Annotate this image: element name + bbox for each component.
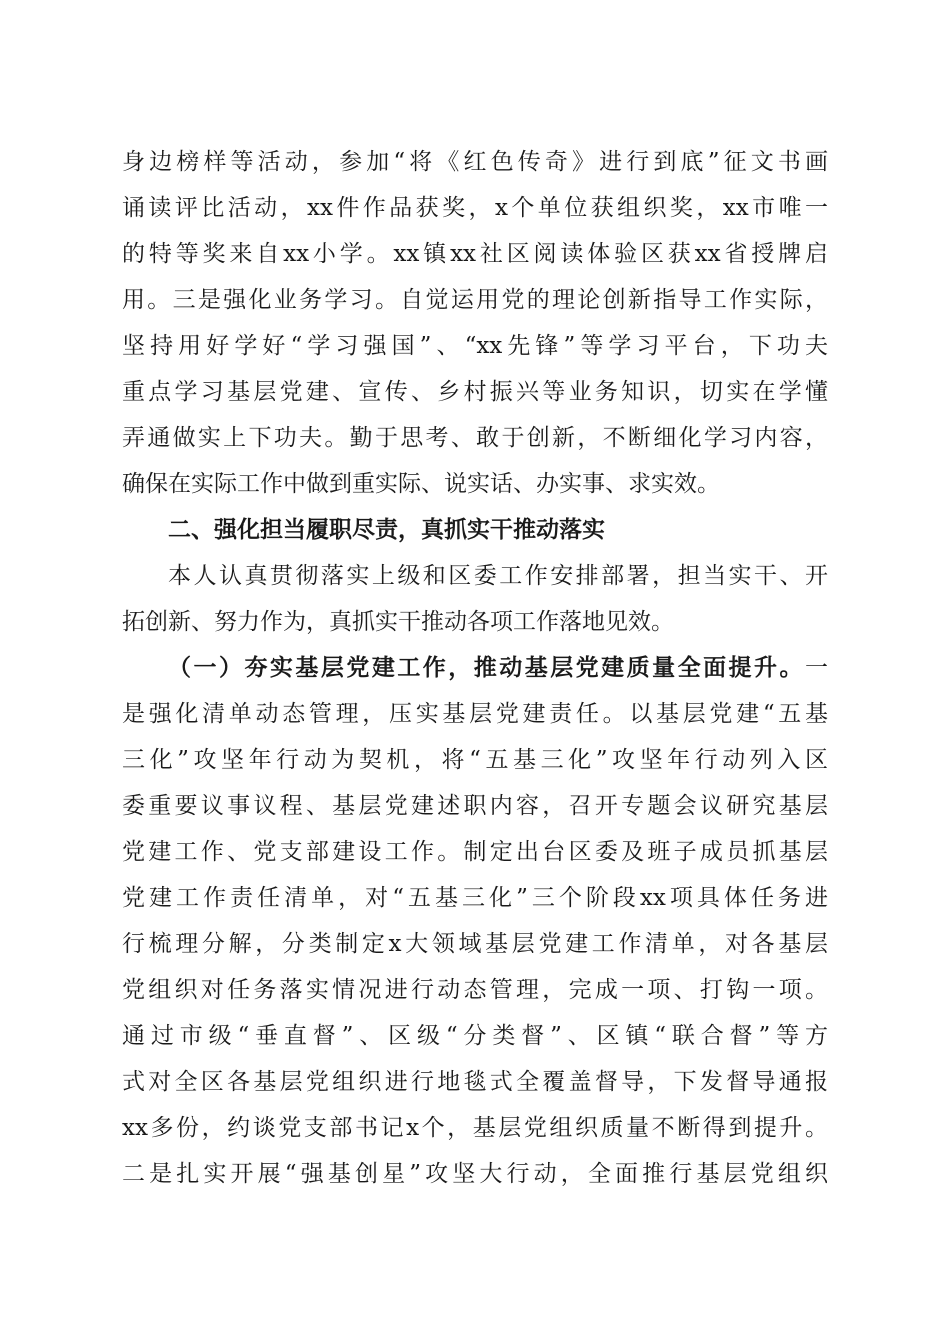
paragraph-line: xx多份，约谈党支部书记x个，基层党组织质量不断得到提升。 [122,1115,828,1141]
subsection-first-line [168,648,828,688]
paragraph-line: 二是扎实开展“强基创星”攻坚大行动，全面推行基层党组织 [122,1161,828,1187]
paragraph-line: 党建工作责任清单，对“五基三化”三个阶段xx项具体任务进 [122,885,828,911]
intro-line: 拓创新、努力作为，真抓实干推动各项工作落地见效。 [122,609,674,635]
paragraph-line: 行梳理分解，分类制定x大领域基层党建工作清单，对各基层 [122,931,828,957]
subsection-lead-tail: 一 [805,655,828,681]
paragraph-line: 弄通做实上下功夫。勤于思考、敢于创新，不断细化学习内容， [122,425,828,451]
paragraph-line: 是强化清单动态管理，压实基层党建责任。以基层党建“五基 [122,701,828,727]
paragraph-line: 党组织对任务落实情况进行动态管理，完成一项、打钩一项。 [122,977,828,1003]
intro-line: 本人认真贯彻落实上级和区委工作安排部署，担当实干、开 [168,563,828,589]
paragraph-line: 的特等奖来自xx小学。xx镇xx社区阅读体验区获xx省授牌启 [122,241,828,267]
paragraph-line: 委重要议事议程、基层党建述职内容，召开专题会议研究基层 [122,793,828,819]
paragraph-line: 诵读评比活动，xx件作品获奖，x个单位获组织奖，xx市唯一 [122,195,828,221]
subsection-lead: （一）夯实基层党建工作，推动基层党建质量全面提升。 [168,654,805,681]
paragraph-line: 式对全区各基层党组织进行地毯式全覆盖督导，下发督导通报 [122,1069,828,1095]
paragraph-line: 三化”攻坚年行动为契机，将“五基三化”攻坚年行动列入区 [122,747,828,773]
paragraph-line: 党建工作、党支部建设工作。制定出台区委及班子成员抓基层 [122,839,828,865]
paragraph-line: 重点学习基层党建、宣传、乡村振兴等业务知识，切实在学懂 [122,379,828,405]
paragraph-line: 身边榜样等活动，参加“将《红色传奇》进行到底”征文书画 [122,149,828,175]
paragraph-line: 通过市级“垂直督”、区级“分类督”、区镇“联合督”等方 [122,1023,828,1049]
section-heading: 二、强化担当履职尽责，真抓实干推动落实 [168,517,605,543]
paragraph-line: 坚持用好学好“学习强国”、“xx先锋”等学习平台，下功夫 [122,333,828,359]
paragraph-line: 用。三是强化业务学习。自觉运用党的理论创新指导工作实际， [122,287,828,313]
paragraph-line: 确保在实际工作中做到重实际、说实话、办实事、求实效。 [122,471,720,497]
